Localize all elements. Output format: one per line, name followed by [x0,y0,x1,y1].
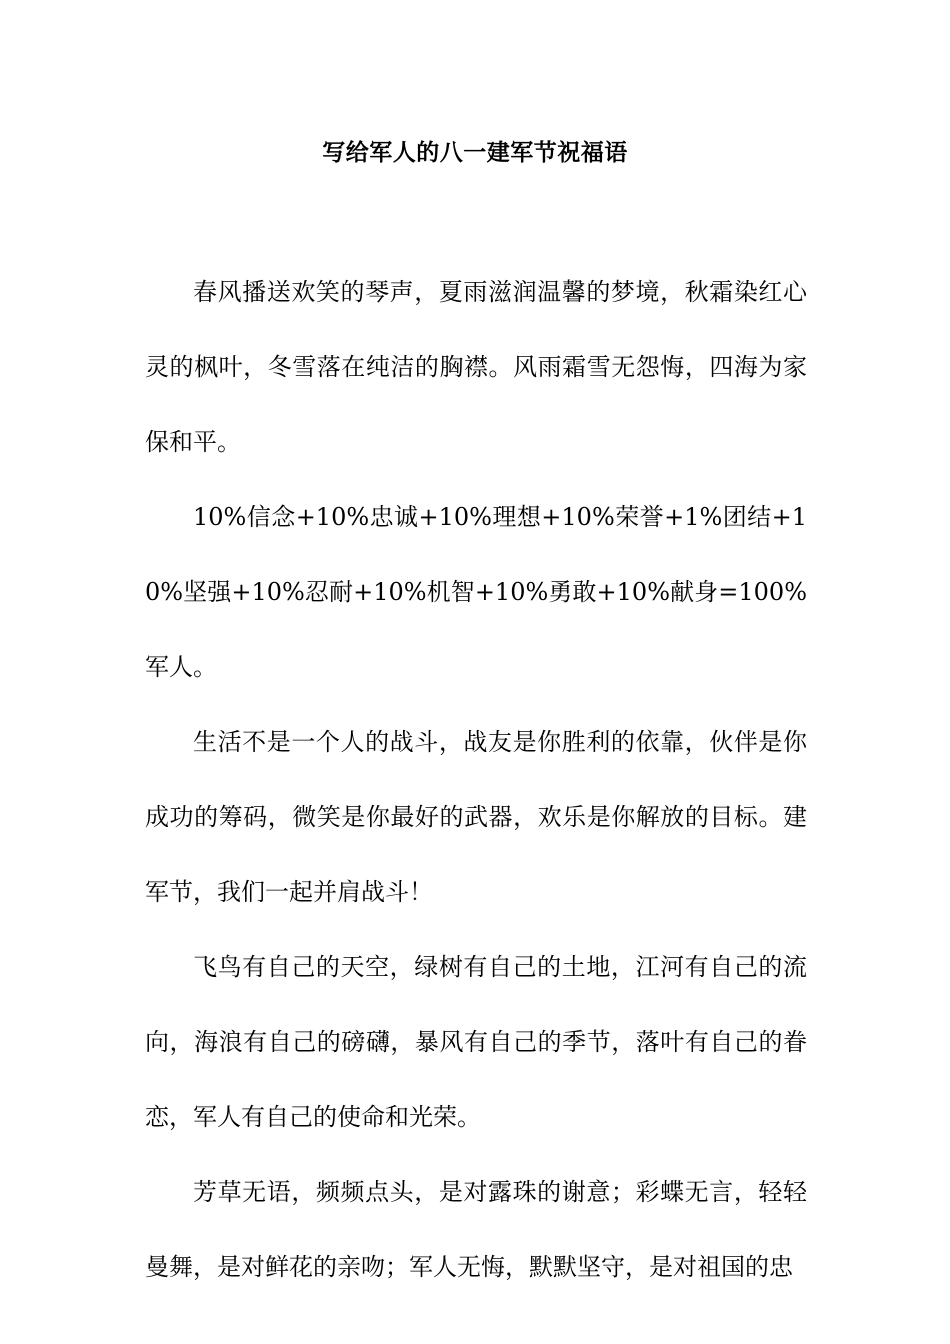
paragraph: 芳草无语，频频点头，是对露珠的谢意；彩蝶无言，轻轻曼舞，是对鲜花的亲吻；军人无悔，默默坚守，是对祖国的忠 [145,1178,807,1281]
document-title: 写给军人的八一建军节祝福语 [322,140,628,166]
document-body [145,255,807,1305]
paragraph: 10%信念+10%忠诚+10%理想+10%荣誉+1%团结+10%坚强+10%忍耐+10%机智+10%勇敢+10%献身=100%军人。 [145,503,807,681]
paragraph: 生活不是一个人的战斗，战友是你胜利的依靠，伙伴是你成功的筹码，微笑是你最好的武器，欢乐是你解放的目标。建军节，我们一起并肩战斗！ [145,728,807,906]
paragraph: 春风播送欢笑的琴声，夏雨滋润温馨的梦境，秋霜染红心灵的枫叶，冬雪落在纯洁的胸襟。风雨霜雪无怨悔，四海为家保和平。 [145,278,807,456]
paragraph: 飞鸟有自己的天空，绿树有自己的土地，江河有自己的流向，海浪有自己的磅礴，暴风有自己的季节，落叶有自己的眷恋，军人有自己的使命和光荣。 [145,953,807,1131]
